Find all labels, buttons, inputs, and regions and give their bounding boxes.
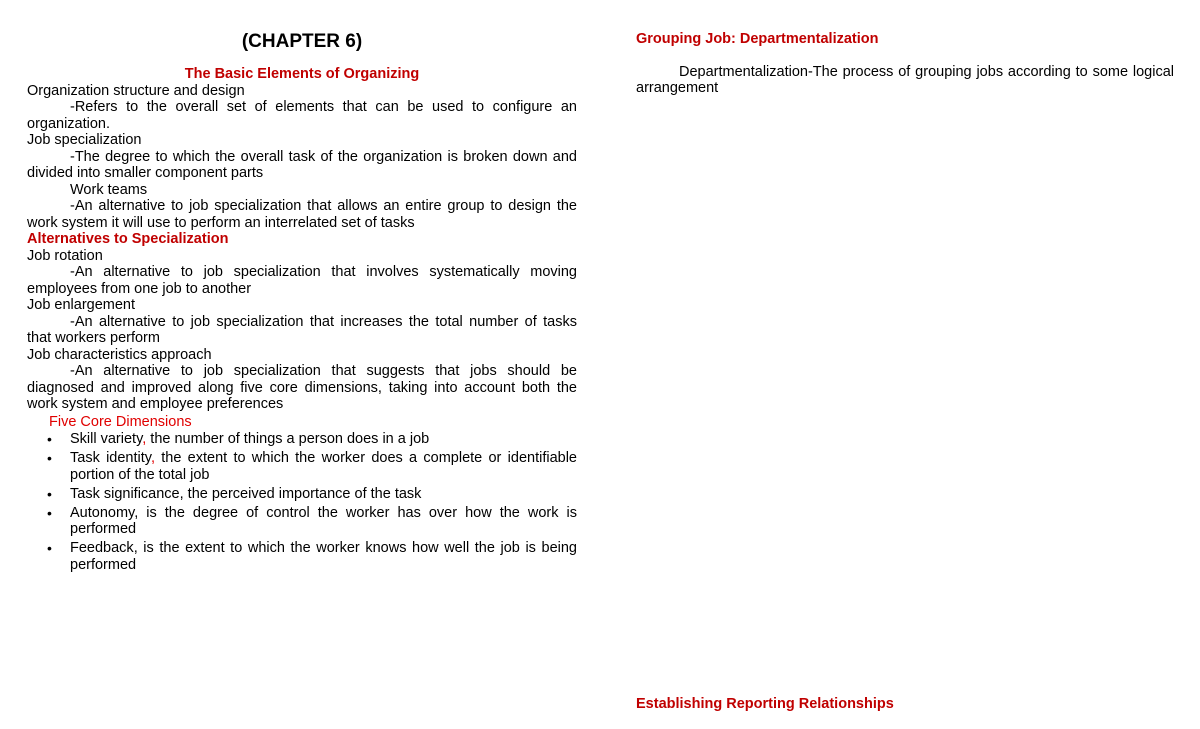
term-work-teams: Work teams xyxy=(70,181,148,198)
definition-organization-structure: -Refers to the overall set of elements that can be used to configure an organization. xyxy=(27,99,577,132)
definition-job-specialization: -The degree to which the overall task of the organization is broken down and divided into smaller component parts xyxy=(27,148,577,181)
dimension-name: Task significance xyxy=(70,485,180,502)
bullet-icon: • xyxy=(47,485,52,502)
list-item xyxy=(27,540,577,573)
list-item xyxy=(27,505,577,538)
term-job-specialization: Job specialization xyxy=(27,132,142,148)
term-job-rotation: Job rotation xyxy=(27,247,103,264)
definition-job-rotation: -An alternative to job specialization that involves systematically moving employees from one job to another xyxy=(27,264,577,297)
right-column xyxy=(636,31,1174,97)
core-dimensions-title: Five Core Dimensions xyxy=(49,413,192,430)
bullet-icon: • xyxy=(47,540,52,556)
dimension-description: the number of things a person does in a job xyxy=(146,431,430,447)
dimension-description: , is the degree of control the worker has over how the work is performed xyxy=(70,504,577,537)
dimension-description: , the perceived importance of the task xyxy=(179,485,422,502)
list-item xyxy=(27,450,577,483)
term-job-characteristics: Job characteristics approach xyxy=(27,346,212,363)
dimension-name: Task identity xyxy=(70,450,151,466)
term-job-enlargement: Job enlargement xyxy=(27,297,136,313)
definition-work-teams: -An alternative to job specialization that allows an entire group to design the work system it will use to perform an interrelated set of tasks xyxy=(27,198,577,231)
bullet-icon: • xyxy=(47,450,52,466)
left-column xyxy=(27,31,577,576)
dimension-separator: , xyxy=(142,431,147,447)
definition-job-characteristics: -An alternative to job specialization that suggests that jobs should be diagnosed and improved along five core dimensions, taking into account both the work system and employee preferences xyxy=(27,363,577,412)
dimension-separator: , xyxy=(150,450,155,466)
dimension-name: Skill variety xyxy=(70,431,143,447)
departmentalization-heading: Grouping Job: Departmentalization xyxy=(636,31,879,47)
dimension-description: , is the extent to which the worker knows how well the job is being performed xyxy=(70,540,577,573)
alternatives-heading: Alternatives to Specialization xyxy=(27,231,229,247)
term-organization-structure: Organization structure and design xyxy=(27,82,245,99)
reporting-relationships-heading: Establishing Reporting Relationships xyxy=(636,696,894,712)
definition-job-enlargement: -An alternative to job specialization that increases the total number of tasks that workers perform xyxy=(27,313,577,346)
dimension-description: the extent to which the worker does a complete or identifiable portion of the total job xyxy=(70,450,577,483)
definition-departmentalization: Departmentalization-The process of grouping jobs according to some logical arrangement xyxy=(636,63,1174,96)
bullet-icon: • xyxy=(47,431,52,447)
dimension-name: Feedback xyxy=(70,540,134,556)
bullet-icon: • xyxy=(47,504,52,521)
chapter-title: (CHAPTER 6) xyxy=(241,31,363,52)
core-dimensions-list xyxy=(27,431,577,573)
list-item xyxy=(27,431,577,448)
dimension-name: Autonomy xyxy=(70,504,135,521)
list-item xyxy=(27,486,577,503)
section-subtitle: The Basic Elements of Organizing xyxy=(184,66,420,82)
